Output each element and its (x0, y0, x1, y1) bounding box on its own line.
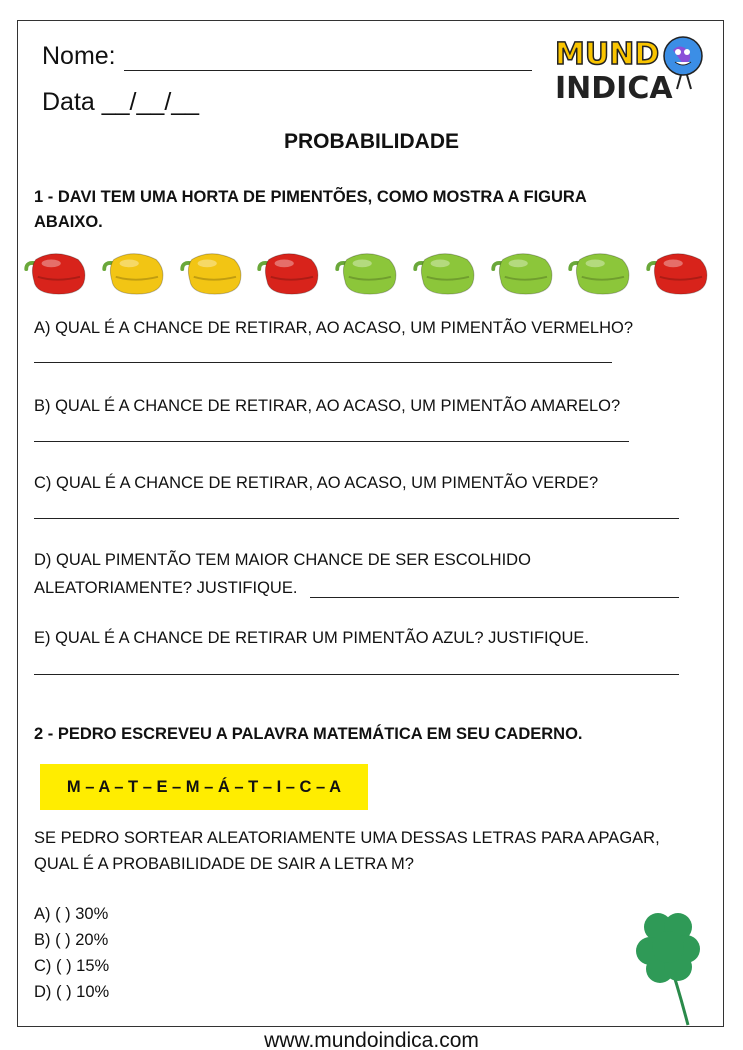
clover-icon (632, 905, 704, 1027)
mundo-indica-logo (555, 32, 715, 104)
date-label: Data __/__/__ (42, 88, 200, 116)
question-1-prompt-cont: ABAIXO. (34, 213, 103, 231)
yellow-pepper-icon (178, 248, 246, 296)
footer-url[interactable]: www.mundoindica.com (264, 1029, 479, 1050)
name-label: Nome: (42, 42, 116, 70)
page-border (17, 20, 724, 1027)
option-a[interactable]: A) ( ) 30% (34, 905, 109, 923)
page-title: PROBABILIDADE (283, 130, 459, 153)
red-pepper-icon (255, 248, 323, 296)
question-1-prompt: 1 - DAVI TEM UMA HORTA DE PIMENTÕES, COMO MOSTRA A FIGURA (34, 188, 587, 206)
question-1b: B) QUAL É A CHANCE DE RETIRAR, AO ACASO, UM PIMENTÃO AMARELO? (34, 397, 621, 415)
word-box: M – A – T – E – M – Á – T – I – C – A (40, 764, 368, 810)
question-2-text: SE PEDRO SORTEAR ALEATORIAMENTE UMA DESSAS LETRAS PARA APAGAR, (34, 829, 660, 847)
question-1a: A) QUAL É A CHANCE DE RETIRAR, AO ACASO, UM PIMENTÃO VERMELHO? (34, 319, 634, 337)
name-answer-line[interactable] (124, 70, 532, 71)
question-1d-cont: ALEATORIAMENTE? JUSTIFIQUE. (34, 579, 298, 597)
option-d[interactable]: D) ( ) 10% (34, 983, 110, 1001)
green-pepper-icon (411, 248, 479, 296)
green-pepper-icon (333, 248, 401, 296)
yellow-pepper-icon (100, 248, 168, 296)
green-pepper-icon (489, 248, 557, 296)
answer-line-e[interactable] (34, 674, 679, 675)
question-2-text-cont: QUAL É A PROBABILIDADE DE SAIR A LETRA M? (34, 855, 414, 873)
green-pepper-icon (566, 248, 634, 296)
red-pepper-icon (644, 248, 712, 296)
answer-line-d[interactable] (310, 597, 679, 598)
svg-text:MUND: MUND (555, 37, 660, 72)
answer-line-c[interactable] (34, 518, 679, 519)
answer-line-a[interactable] (34, 362, 612, 363)
question-2-prompt: 2 - PEDRO ESCREVEU A PALAVRA MATEMÁTICA EM SEU CADERNO. (34, 725, 583, 743)
svg-text:INDICA: INDICA (555, 71, 673, 104)
question-1d: D) QUAL PIMENTÃO TEM MAIOR CHANCE DE SER ESCOLHIDO (34, 551, 531, 569)
pepper-row (22, 248, 712, 298)
option-c[interactable]: C) ( ) 15% (34, 957, 110, 975)
red-pepper-icon (22, 248, 90, 296)
question-1e: E) QUAL É A CHANCE DE RETIRAR UM PIMENTÃO AZUL? JUSTIFIQUE. (34, 629, 589, 647)
question-1c: C) QUAL É A CHANCE DE RETIRAR, AO ACASO, UM PIMENTÃO VERDE? (34, 474, 599, 492)
answer-line-b[interactable] (34, 441, 629, 442)
option-b[interactable]: B) ( ) 20% (34, 931, 109, 949)
